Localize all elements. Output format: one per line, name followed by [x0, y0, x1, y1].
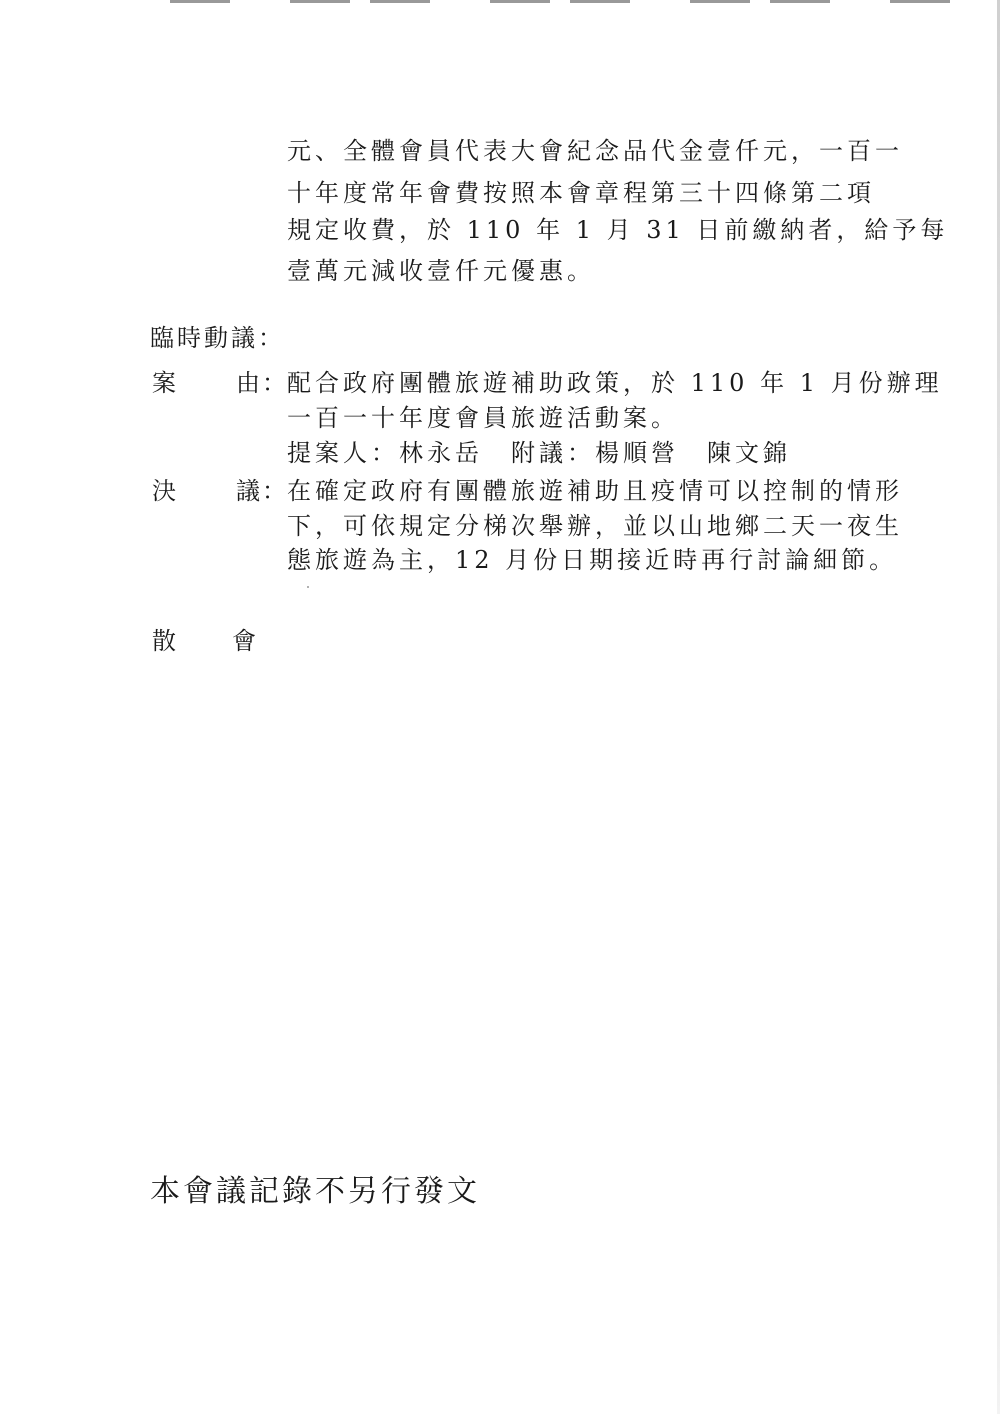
scan-speck	[307, 586, 309, 588]
proposal-label-left: 案	[152, 369, 178, 397]
resolution-line: 態旅遊為主，12 月份日期接近時再行討論細節。	[287, 546, 898, 574]
resolution-line: 下，可依規定分梯次舉辦，並以山地鄉二天一夜生	[287, 512, 903, 540]
proposal-colon: ：	[262, 369, 286, 397]
resolution-line: 在確定政府有團體旅遊補助且疫情可以控制的情形	[287, 477, 903, 505]
continuation-line: 壹萬元減收壹仟元優惠。	[287, 257, 595, 285]
proposal-line: 配合政府團體旅遊補助政策，於 110 年 1 月份辦理	[287, 369, 943, 397]
continuation-line: 規定收費，於 110 年 1 月 31 日前繳納者，給予每	[287, 216, 949, 244]
scan-top-edge	[170, 0, 970, 3]
adjourn-right: 會	[232, 627, 258, 655]
resolution-label-left: 決	[152, 477, 178, 505]
continuation-line: 元、全體會員代表大會紀念品代金壹仟元，一百一	[287, 137, 903, 165]
proposal-proposers: 提案人：林永岳 附議：楊順營 陳文錦	[287, 439, 791, 467]
closing-note: 本會議記錄不另行發文	[150, 1174, 480, 1209]
adjourn-left: 散	[152, 627, 178, 655]
resolution-label-right: 議	[236, 477, 262, 505]
proposal-line: 一百一十年度會員旅遊活動案。	[287, 404, 679, 432]
continuation-line: 十年度常年會費按照本會章程第三十四條第二項	[287, 179, 875, 207]
resolution-colon: ：	[262, 477, 286, 505]
extempore-heading: 臨時動議：	[150, 324, 285, 352]
proposal-label-right: 由	[236, 369, 262, 397]
